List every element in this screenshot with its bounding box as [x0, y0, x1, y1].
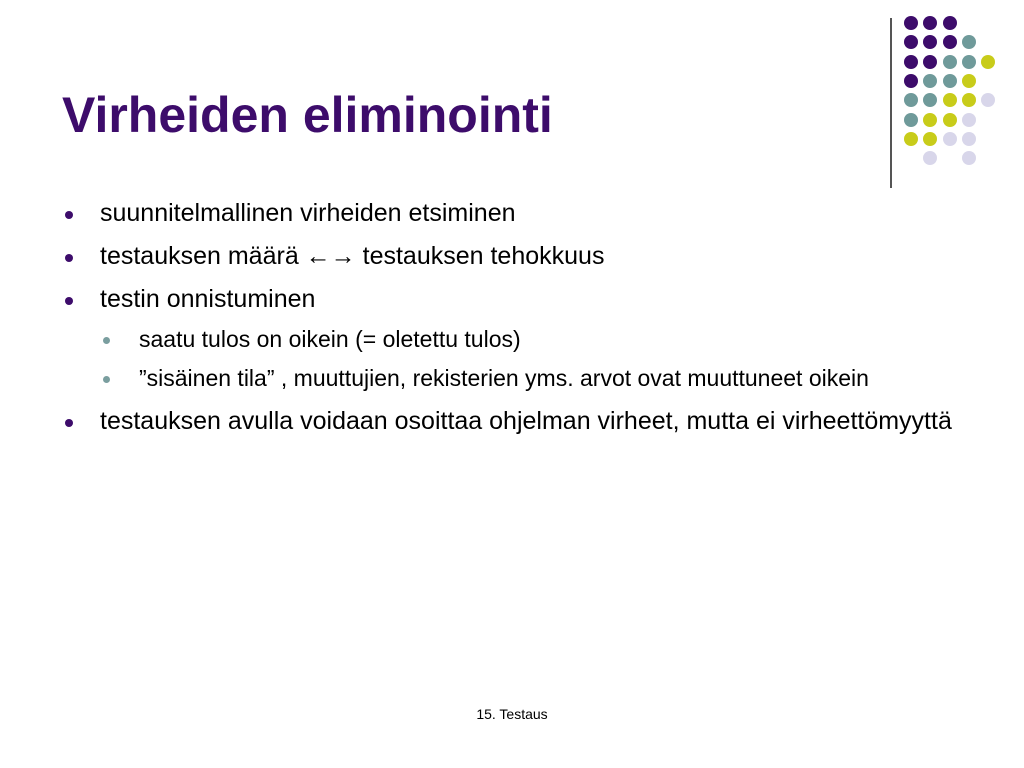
- dot-lavender: [962, 151, 976, 165]
- dot-purple: [904, 74, 918, 88]
- dot-teal: [923, 74, 937, 88]
- dot-purple: [943, 16, 957, 30]
- bullet-text: testauksen avulla voidaan osoittaa ohjelman virheet, mutta ei virheettömyyttä: [100, 407, 952, 435]
- bullet-text-before: testauksen määrä: [100, 242, 306, 270]
- dot-yellow: [923, 132, 937, 146]
- sub-bullet-dot-icon: [103, 337, 110, 344]
- dot-yellow: [962, 74, 976, 88]
- bullet-item: [62, 284, 962, 394]
- dot-purple: [943, 35, 957, 49]
- bullet-list: [62, 198, 962, 449]
- dot-teal: [943, 55, 957, 69]
- sub-bullet-text: ”sisäinen tila” , muuttujien, rekisterien yms. arvot ovat muuttuneet oikein: [139, 365, 869, 391]
- dot-lavender: [923, 151, 937, 165]
- sub-bullet-dot-icon: [103, 376, 110, 383]
- dot-yellow: [943, 93, 957, 107]
- bullet-item: [62, 198, 962, 229]
- dot-yellow: [904, 132, 918, 146]
- bullet-dot-icon: [65, 211, 73, 219]
- dot-lavender: [943, 132, 957, 146]
- dot-teal: [904, 113, 918, 127]
- sub-bullet-text: saatu tulos on oikein (= oletettu tulos): [139, 326, 521, 352]
- dot-lavender: [962, 132, 976, 146]
- bullet-item: [62, 241, 962, 272]
- bullet-text-after: testauksen tehokkuus: [355, 242, 605, 270]
- bullet-text: testin onnistuminen: [100, 285, 316, 313]
- bullet-dot-icon: [65, 419, 73, 427]
- dot-lavender: [981, 93, 995, 107]
- sub-bullet-item: [100, 324, 962, 355]
- dot-teal: [904, 93, 918, 107]
- dot-yellow: [943, 113, 957, 127]
- dot-teal: [943, 74, 957, 88]
- dot-yellow: [962, 93, 976, 107]
- dot-purple: [923, 55, 937, 69]
- sub-bullet-item: [100, 363, 962, 394]
- bullet-dot-icon: [65, 297, 73, 305]
- vertical-divider: [890, 18, 892, 188]
- dot-purple: [904, 55, 918, 69]
- dot-purple: [923, 35, 937, 49]
- bullet-dot-icon: [65, 254, 73, 262]
- dot-yellow: [923, 113, 937, 127]
- dot-yellow: [981, 55, 995, 69]
- dot-purple: [904, 35, 918, 49]
- dot-purple: [923, 16, 937, 30]
- decorative-dot-grid: [904, 16, 1010, 162]
- slide-title: Virheiden eliminointi: [62, 87, 553, 143]
- dot-teal: [962, 55, 976, 69]
- bullet-item: [62, 406, 962, 437]
- double-arrow-icon: ←→: [305, 242, 356, 270]
- sub-bullet-list: [100, 324, 962, 394]
- dot-purple: [904, 16, 918, 30]
- dot-teal: [923, 93, 937, 107]
- bullet-text: suunnitelmallinen virheiden etsiminen: [100, 199, 516, 227]
- dot-lavender: [962, 113, 976, 127]
- dot-teal: [962, 35, 976, 49]
- slide-footer: 15. Testaus: [476, 706, 548, 722]
